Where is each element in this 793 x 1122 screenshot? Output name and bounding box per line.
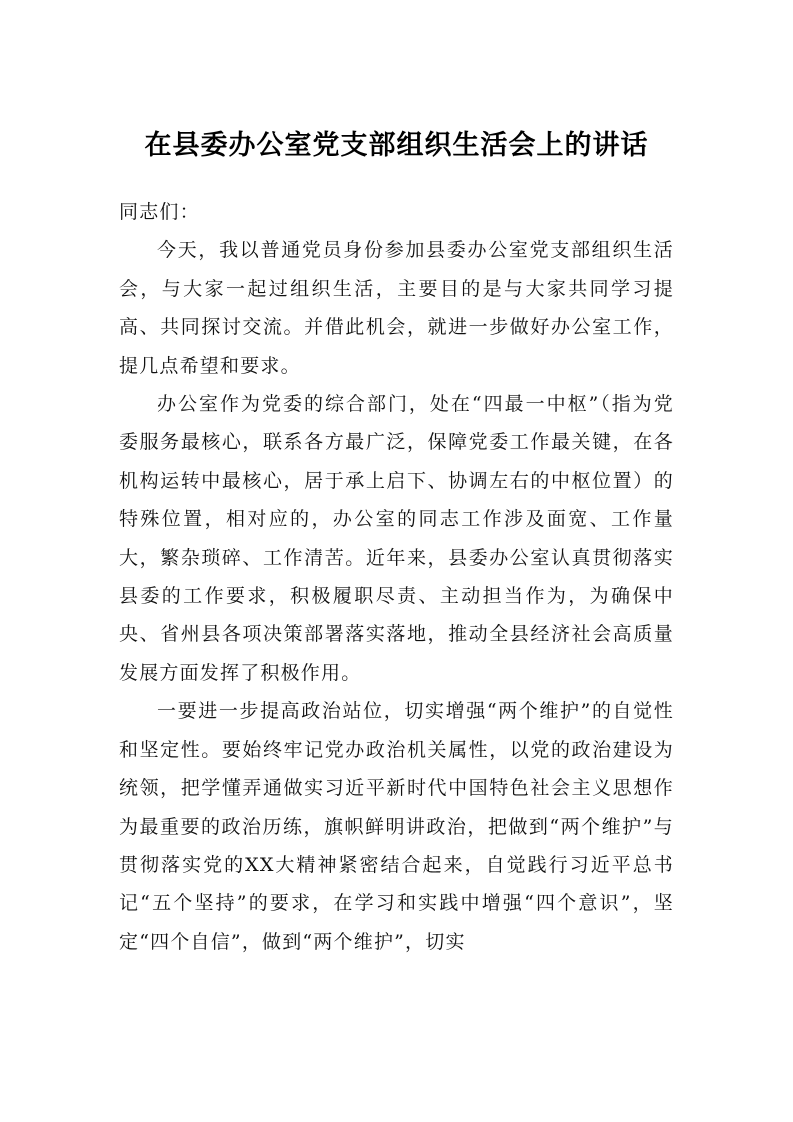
- paragraph-opening: 今天，我以普通党员身份参加县委办公室党支部组织生活会，与大家一起过组织生活，主要目的是与大家共同学习提高、共同探讨交流。并借此机会，就进一步做好办公室工作，提几点希望和要求。: [119, 239, 674, 377]
- document-title: 在县委办公室党支部组织生活会上的讲话: [144, 130, 649, 161]
- document-body: [119, 193, 674, 961]
- salutation: 同志们：: [119, 201, 200, 223]
- paragraph-political-standing: 一要进一步提高政治站位，切实增强“两个维护”的自觉性和坚定性。要始终牢记党办政治机关属性，以党的政治建设为统领，把学懂弄通做实习近平新时代中国特色社会主义思想作为最重要的政治历练，旗帜鲜明讲政治，把做到“两个维护”与贯彻落实党的XX大精神紧密结合起来，自觉践行习近平总书记“五个坚持”的要求，在学习和实践中增强“四个意识”，坚定“四个自信”，做到“两个维护”，切实: [119, 700, 674, 953]
- paragraph-office-role: 办公室作为党委的综合部门，处在“四最一中枢”（指为党委服务最核心，联系各方最广泛，保障党委工作最关键，在各机构运转中最核心，居于承上启下、协调左右的中枢位置）的特殊位置，相对应的，办公室的同志工作涉及面宽、工作量大，繁杂琐碎、工作清苦。近年来，县委办公室认真贯彻落实县委的工作要求，积极履职尽责、主动担当作为，为确保中央、省州县各项决策部署落实落地，推动全县经济社会高质量发展方面发挥了积极作用。: [119, 393, 674, 684]
